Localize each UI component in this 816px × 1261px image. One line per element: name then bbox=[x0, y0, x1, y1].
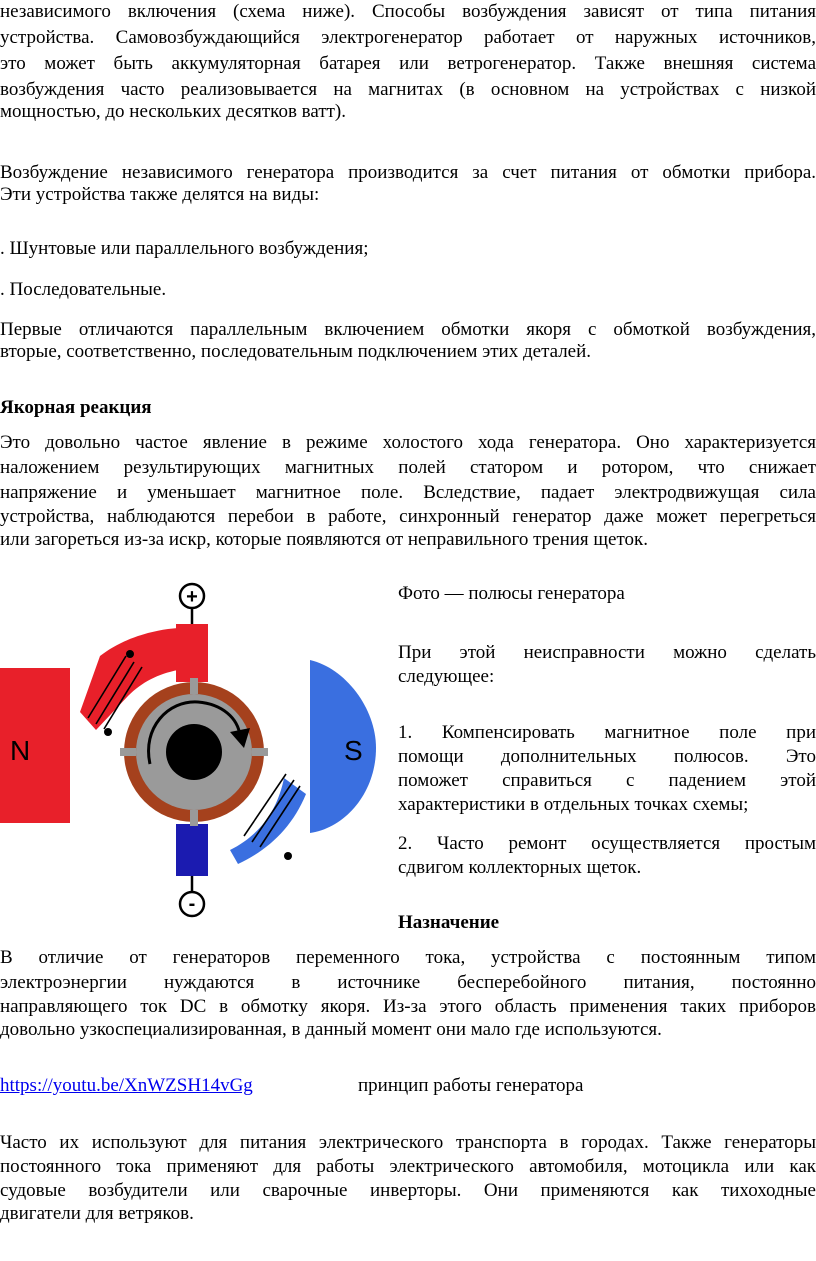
winding-terminal bbox=[284, 852, 292, 860]
text-line: 1. Компенсировать магнитное поле при bbox=[398, 722, 816, 743]
plus-label: + bbox=[186, 586, 198, 608]
winding-terminal bbox=[104, 728, 112, 736]
text-line: наложением результирующих магнитных полей статором и ротором, что снижает bbox=[0, 457, 816, 478]
text-line: Это довольно частое явление в режиме холостого хода генератора. Оно характеризуется bbox=[0, 432, 816, 453]
text-line: Первые отличаются параллельным включением обмотки якоря с обмоткой возбуждения, bbox=[0, 319, 816, 340]
text-line: При этой неисправности можно сделать bbox=[398, 642, 816, 663]
text-line: независимого включения (схема ниже). Способы возбуждения зависят от типа питания bbox=[0, 1, 816, 22]
text-line: поможет справиться с падением этой bbox=[398, 770, 816, 791]
text-line: В отличие от генераторов переменного тока, устройства с постоянным типом bbox=[0, 947, 816, 968]
section-heading-armature-reaction: Якорная реакция bbox=[0, 397, 152, 418]
text-line: это может быть аккумуляторная батарея или ветрогенератор. Также внешняя система bbox=[0, 53, 816, 74]
negative-brush bbox=[176, 824, 208, 876]
text-line: постоянного тока применяют для работы электрического автомобиля, мотоцикла или как bbox=[0, 1156, 816, 1177]
positive-brush bbox=[176, 624, 208, 682]
minus-label: - bbox=[188, 893, 196, 915]
shaft bbox=[166, 724, 222, 780]
text-line: или загореться из-за искр, которые появляются от неправильного трения щеток. bbox=[0, 529, 648, 550]
text-line: направляющего ток DC в обмотку якоря. Из-за этого область применения таких приборов bbox=[0, 996, 816, 1017]
text-line: двигатели для ветряков. bbox=[0, 1203, 194, 1224]
section-heading-purpose: Назначение bbox=[398, 912, 500, 933]
video-link[interactable]: https://youtu.be/XnWZSH14vGg bbox=[0, 1075, 253, 1096]
text-line: Возбуждение независимого генератора производится за счет питания от обмотки прибора. bbox=[0, 162, 816, 183]
text-line: следующее: bbox=[398, 666, 495, 687]
text-line: устройства. Самовозбуждающийся электрогенератор работает от наружных источников, bbox=[0, 27, 816, 48]
generator-poles-diagram bbox=[0, 578, 384, 918]
text-line: мощностью, до нескольких десятков ватт). bbox=[0, 101, 347, 122]
south-magnet bbox=[310, 660, 376, 833]
text-line: 2. Часто ремонт осуществляется простым bbox=[398, 833, 816, 854]
text-line: электроэнергии нуждаются в источнике бесперебойного питания, постоянно bbox=[0, 972, 816, 993]
text-line: Часто их используют для питания электрического транспорта в городах. Также генераторы bbox=[0, 1132, 816, 1153]
south-label: S bbox=[344, 735, 363, 766]
text-line: сдвигом коллекторных щеток. bbox=[398, 857, 642, 878]
winding-terminal bbox=[126, 650, 134, 658]
text-line: устройства, наблюдаются перебои в работе, синхронный генератор даже может перегреться bbox=[0, 506, 816, 527]
north-label: N bbox=[10, 735, 31, 766]
text-line: помощи дополнительных полюсов. Это bbox=[398, 746, 816, 767]
text-line: Эти устройства также делятся на виды: bbox=[0, 184, 320, 205]
text-line: судовые возбудители или сварочные инверторы. Они применяются как тихоходные bbox=[0, 1180, 816, 1201]
text-line: напряжение и уменьшает магнитное поле. Вследствие, падает электродвижущая сила bbox=[0, 482, 816, 503]
text-line: вторые, соответственно, последовательным подключением этих деталей. bbox=[0, 341, 592, 362]
figure-caption: Фото — полюсы генератора bbox=[398, 583, 625, 604]
text-line: характеристики в отдельных точках схемы; bbox=[398, 794, 749, 815]
text-line: довольно узкоспециализированная, в данный момент они мало где используются. bbox=[0, 1019, 662, 1040]
list-item: . Шунтовые или параллельного возбуждения; bbox=[0, 238, 369, 259]
video-link-caption: принцип работы генератора bbox=[358, 1075, 584, 1096]
text-line: возбуждения часто реализовывается на магнитах (в основном на устройствах с низкой bbox=[0, 79, 816, 100]
list-item: . Последовательные. bbox=[0, 279, 167, 300]
